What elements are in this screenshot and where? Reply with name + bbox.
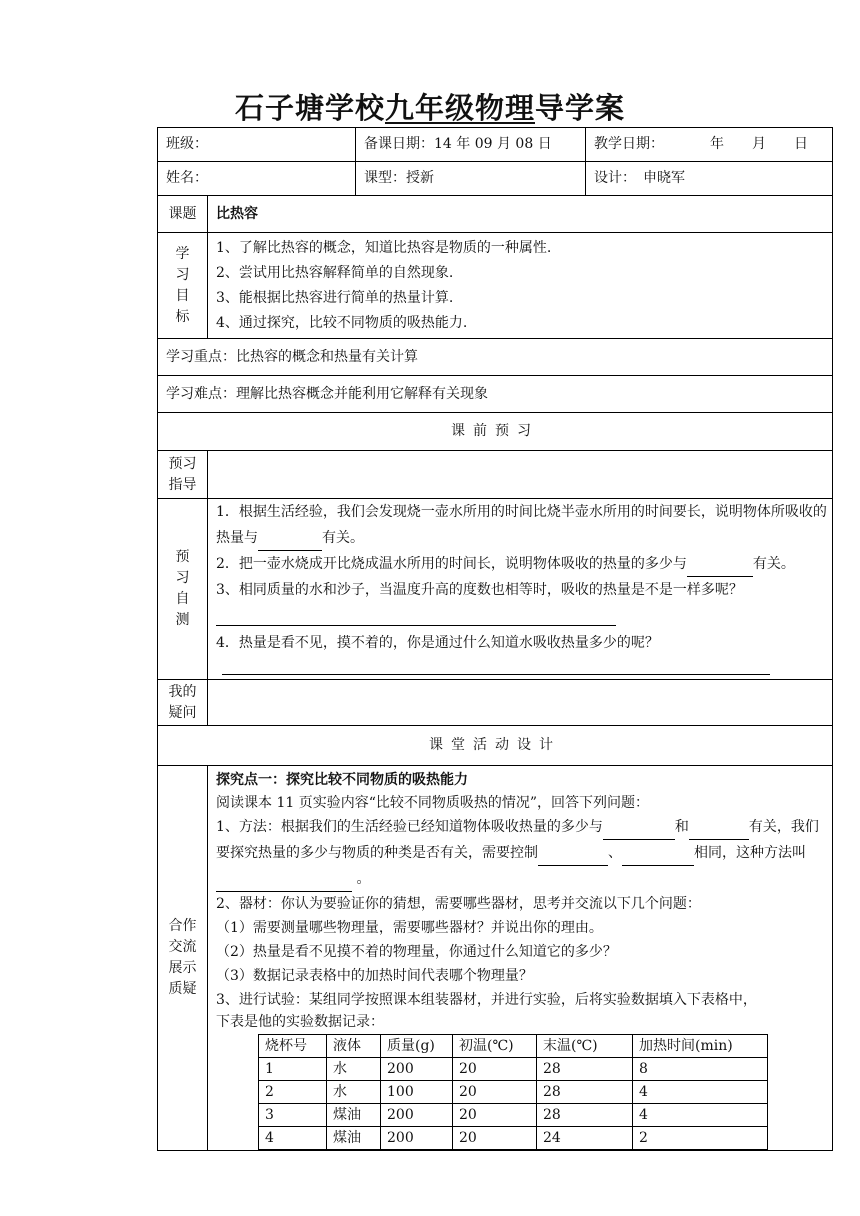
- activity-row: [158, 766, 833, 1151]
- answer-line[interactable]: [222, 656, 770, 675]
- preview-guide-row: [158, 451, 833, 499]
- activity-heading: 课堂活动设计: [158, 726, 833, 766]
- table-row: 1 水 200 20 28 8: [259, 1058, 768, 1081]
- goal-item: 3、能根据比热容进行简单的热量计算.: [216, 289, 454, 306]
- difficulty: 学习难点：理解比热容概念并能利用它解释有关现象: [158, 376, 833, 413]
- table-row: 2 水 100 20 28 4: [259, 1081, 768, 1104]
- column-header: 质量(g): [381, 1035, 453, 1058]
- method-paragraph: 1、方法：根据我们的生活经验已经知道物体吸收热量的多少与 和 有关，我们要探究热量的多少与物质的种类是否有关，需要控制 、 相同，这种方法叫 。: [216, 814, 828, 892]
- questions-label: 我的 疑问: [158, 680, 208, 726]
- title-grade-subject: 九年级物理: [384, 91, 535, 125]
- title-school: 石子塘学校: [234, 91, 385, 125]
- topic-label: 课题: [158, 196, 208, 233]
- question-1: 1．根据生活经验，我们会发现烧一壶水所用的时间比烧半壶水所用的时间要长，说明物体所吸收的热量与 有关。: [216, 499, 828, 551]
- lesson-type: 课型：授新: [356, 162, 586, 196]
- column-header: 烧杯号: [259, 1035, 327, 1058]
- column-header: 末温(℃): [537, 1035, 633, 1058]
- page-title: [0, 86, 860, 127]
- goals-list: [208, 233, 833, 339]
- key-point-row: [158, 339, 833, 376]
- topic-row: [158, 196, 833, 233]
- self-test-label: 预 习 自 测: [158, 499, 208, 680]
- preview-heading: 课前预习: [158, 413, 833, 451]
- self-test-content: [208, 499, 833, 680]
- activity-title: 探究点一：探究比较不同物质的吸热能力: [216, 772, 468, 788]
- question-3: 3、相同质量的水和沙子，当温度升高的度数也相等时，吸收的热量是不是一样多呢？: [216, 582, 743, 598]
- table-row: 4 煤油 200 20 24 2: [259, 1127, 768, 1150]
- title-doc: 导学案: [535, 91, 626, 125]
- header-row-1: [158, 128, 833, 162]
- experiment-paragraph: 3、进行试验：某组同学按照课本组装器材，并进行实验，后将实验数据填入下表格中，: [216, 992, 757, 1008]
- header-row-2: [158, 162, 833, 196]
- equipment-paragraph: 2、器材：你认为要验证你的猜想，需要哪些器材，思考并交流以下几个问题：: [216, 896, 701, 912]
- designer: 设计： 申晓军: [586, 162, 833, 196]
- answer-blank[interactable]: [603, 825, 675, 840]
- goals-label: 学 习 目 标: [158, 233, 208, 339]
- activity-content: [208, 766, 833, 1151]
- answer-blank[interactable]: [538, 851, 608, 866]
- activity-intro: 阅读课本 11 页实验内容“比较不同物质吸热的情况”，回答下列问题：: [216, 795, 650, 811]
- answer-blank[interactable]: [687, 562, 753, 577]
- answer-blank[interactable]: [689, 825, 749, 840]
- equipment-q3: （3）数据记录表格中的加热时间代表哪个物理量？: [216, 968, 533, 984]
- preview-guide-content[interactable]: [208, 451, 833, 499]
- answer-line[interactable]: [216, 607, 616, 626]
- answer-blank[interactable]: [216, 877, 352, 892]
- preview-heading-row: [158, 413, 833, 451]
- name-field[interactable]: 姓名：: [158, 162, 356, 196]
- goal-item: 1、了解比热容的概念，知道比热容是物质的一种属性.: [216, 239, 552, 256]
- prep-date: 备课日期：14 年 09 月 08 日: [356, 128, 586, 162]
- lesson-plan-table: [157, 127, 833, 1151]
- equipment-q2: （2）热量是看不见摸不着的物理量，你通过什么知道它的多少？: [216, 944, 617, 960]
- activity-heading-row: [158, 726, 833, 766]
- answer-blank[interactable]: [622, 851, 694, 866]
- self-test-row: [158, 499, 833, 680]
- column-header: 液体: [327, 1035, 381, 1058]
- question-2: 2．把一壶水烧成开比烧成温水所用的时间长，说明物体吸收的热量的多少与 有关。: [216, 551, 828, 577]
- activity-label: 合作 交流 展示 质疑: [158, 766, 208, 1151]
- questions-content[interactable]: [208, 680, 833, 726]
- questions-row: [158, 680, 833, 726]
- experiment-data-table: [258, 1034, 768, 1150]
- goals-row: [158, 233, 833, 339]
- difficulty-row: [158, 376, 833, 413]
- key-point: 学习重点：比热容的概念和热量有关计算: [158, 339, 833, 376]
- question-4: 4．热量是看不见，摸不着的，你是通过什么知道水吸收热量多少的呢？: [216, 635, 659, 651]
- teach-date-field[interactable]: 教学日期： 年 月 日: [586, 128, 833, 162]
- equipment-q1: （1）需要测量哪些物理量，需要哪些器材？并说出你的理由。: [216, 920, 603, 936]
- column-header: 加热时间(min): [633, 1035, 768, 1058]
- goal-item: 2、尝试用比热容解释简单的自然现象.: [216, 264, 454, 281]
- topic-value: 比热容: [208, 196, 833, 233]
- column-header: 初温(℃): [453, 1035, 537, 1058]
- goal-item: 4、通过探究，比较不同物质的吸热能力.: [216, 314, 468, 331]
- answer-blank[interactable]: [258, 536, 322, 551]
- preview-guide-label: 预习 指导: [158, 451, 208, 499]
- experiment-note: 下表是他的实验数据记录：: [216, 1014, 384, 1030]
- table-row: 3 煤油 200 20 28 4: [259, 1104, 768, 1127]
- class-field[interactable]: 班级：: [158, 128, 356, 162]
- data-table-header: [259, 1035, 768, 1058]
